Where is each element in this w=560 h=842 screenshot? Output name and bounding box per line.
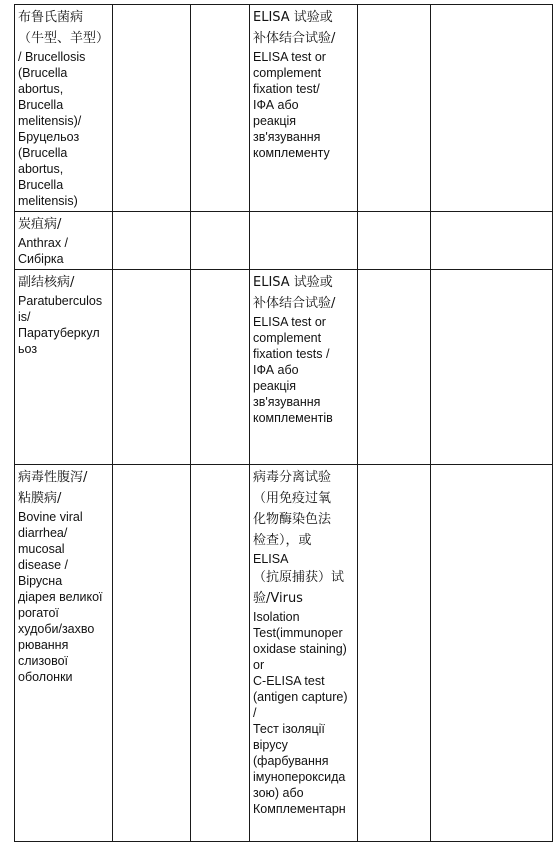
disease-line: 病毒性腹泻/ bbox=[18, 470, 88, 485]
test-line: Isolation bbox=[253, 610, 300, 624]
empty-cell bbox=[358, 212, 431, 270]
disease-line: Сибірка bbox=[18, 252, 64, 266]
disease-line: / Brucellosis bbox=[18, 50, 86, 64]
disease-line: abortus, bbox=[18, 82, 64, 96]
test-line: 化物酶染色法 bbox=[253, 512, 332, 527]
test-line: вірусу bbox=[253, 738, 288, 752]
empty-cell bbox=[431, 212, 553, 270]
disease-line: ьоз bbox=[18, 342, 38, 356]
test-line: fixation test/ bbox=[253, 82, 320, 96]
test-line: зв'язування bbox=[253, 395, 321, 409]
test-line: 补体结合试验/ bbox=[253, 296, 336, 311]
test-line: 病毒分离试验 bbox=[253, 470, 332, 485]
test-line: Комплементарн bbox=[253, 802, 346, 816]
test-line: fixation tests / bbox=[253, 347, 330, 361]
empty-cell bbox=[431, 270, 553, 465]
test-line: зою) або bbox=[253, 786, 304, 800]
disease-line: Bovine viral bbox=[18, 510, 83, 524]
disease-line: 布鲁氏菌病 bbox=[18, 10, 84, 25]
test-line: Тест ізоляції bbox=[253, 722, 325, 736]
test-line: Test(immunoper bbox=[253, 626, 343, 640]
empty-cell bbox=[113, 212, 191, 270]
empty-cell bbox=[358, 270, 431, 465]
disease-line: diarrhea/ bbox=[18, 526, 68, 540]
table-row bbox=[15, 465, 553, 842]
test-line: ELISA test or bbox=[253, 315, 326, 329]
disease-line: Paratuberculos bbox=[18, 294, 103, 308]
disease-cell bbox=[15, 270, 113, 465]
disease-line: Вірусна bbox=[18, 574, 63, 588]
disease-line: melitensis)/ bbox=[18, 114, 82, 128]
test-line: комплементу bbox=[253, 146, 330, 160]
disease-line: рювання bbox=[18, 638, 69, 652]
disease-line: оболонки bbox=[18, 670, 73, 684]
test-line: зв'язування bbox=[253, 130, 321, 144]
disease-line: abortus, bbox=[18, 162, 64, 176]
test-line: complement bbox=[253, 66, 322, 80]
disease-line: діарея великої bbox=[18, 590, 103, 604]
disease-line: melitensis) bbox=[18, 194, 78, 208]
empty-cell bbox=[191, 5, 250, 212]
disease-line: disease / bbox=[18, 558, 69, 572]
disease-cell bbox=[15, 212, 113, 270]
empty-cell bbox=[113, 465, 191, 842]
disease-line: 炭疽病/ bbox=[18, 217, 62, 232]
disease-line: mucosal bbox=[18, 542, 65, 556]
test-line: 验/Virus bbox=[253, 591, 303, 606]
disease-line: (Brucella bbox=[18, 146, 68, 160]
empty-cell bbox=[113, 270, 191, 465]
empty-cell bbox=[191, 212, 250, 270]
empty-cell bbox=[191, 465, 250, 842]
disease-line: худоби/захво bbox=[18, 622, 95, 636]
test-line: ІФА або bbox=[253, 98, 299, 112]
disease-line: Brucella bbox=[18, 98, 64, 112]
test-line: （抗原捕获）试 bbox=[253, 570, 345, 585]
test-line: （用免疫过氧 bbox=[253, 491, 332, 506]
empty-cell bbox=[113, 5, 191, 212]
disease-test-table bbox=[14, 4, 553, 842]
test-line: ELISA 试验或 bbox=[253, 10, 333, 25]
test-line: ELISA bbox=[253, 552, 289, 566]
test-line: 检查），或 bbox=[253, 533, 312, 548]
test-line: ІФА або bbox=[253, 363, 299, 377]
test-line: (antigen capture) bbox=[253, 690, 348, 704]
test-cell bbox=[250, 212, 358, 270]
disease-line: 副结核病/ bbox=[18, 275, 75, 290]
test-line: реакція bbox=[253, 114, 297, 128]
test-cell bbox=[250, 465, 358, 842]
test-line: or bbox=[253, 658, 265, 672]
disease-line: слизової bbox=[18, 654, 68, 668]
test-line: C-ELISA test bbox=[253, 674, 325, 688]
test-line: oxidase staining) bbox=[253, 642, 347, 656]
disease-line: Бруцельоз bbox=[18, 130, 80, 144]
empty-cell bbox=[431, 465, 553, 842]
test-line: 补体结合试验/ bbox=[253, 31, 336, 46]
test-line: / bbox=[253, 706, 257, 720]
test-line: реакція bbox=[253, 379, 297, 393]
disease-cell bbox=[15, 465, 113, 842]
test-line: complement bbox=[253, 331, 322, 345]
empty-cell bbox=[358, 465, 431, 842]
disease-line: Паратуберкул bbox=[18, 326, 100, 340]
disease-line: Brucella bbox=[18, 178, 64, 192]
disease-line: is/ bbox=[18, 310, 31, 324]
disease-line: рогатої bbox=[18, 606, 59, 620]
disease-cell bbox=[15, 5, 113, 212]
table-row bbox=[15, 5, 553, 212]
table-row bbox=[15, 270, 553, 465]
test-line: (фарбування bbox=[253, 754, 329, 768]
disease-line: 粘膜病/ bbox=[18, 491, 62, 506]
disease-line: Anthrax / bbox=[18, 236, 69, 250]
test-line: ELISA 试验或 bbox=[253, 275, 333, 290]
test-cell bbox=[250, 5, 358, 212]
disease-line: （牛型、羊型） bbox=[18, 31, 110, 46]
disease-line: (Brucella bbox=[18, 66, 68, 80]
empty-cell bbox=[191, 270, 250, 465]
empty-cell bbox=[431, 5, 553, 212]
test-cell bbox=[250, 270, 358, 465]
test-line: ELISA test or bbox=[253, 50, 326, 64]
table-row bbox=[15, 212, 553, 270]
test-line: імунопероксида bbox=[253, 770, 346, 784]
empty-cell bbox=[358, 5, 431, 212]
test-line: комплементів bbox=[253, 411, 333, 425]
